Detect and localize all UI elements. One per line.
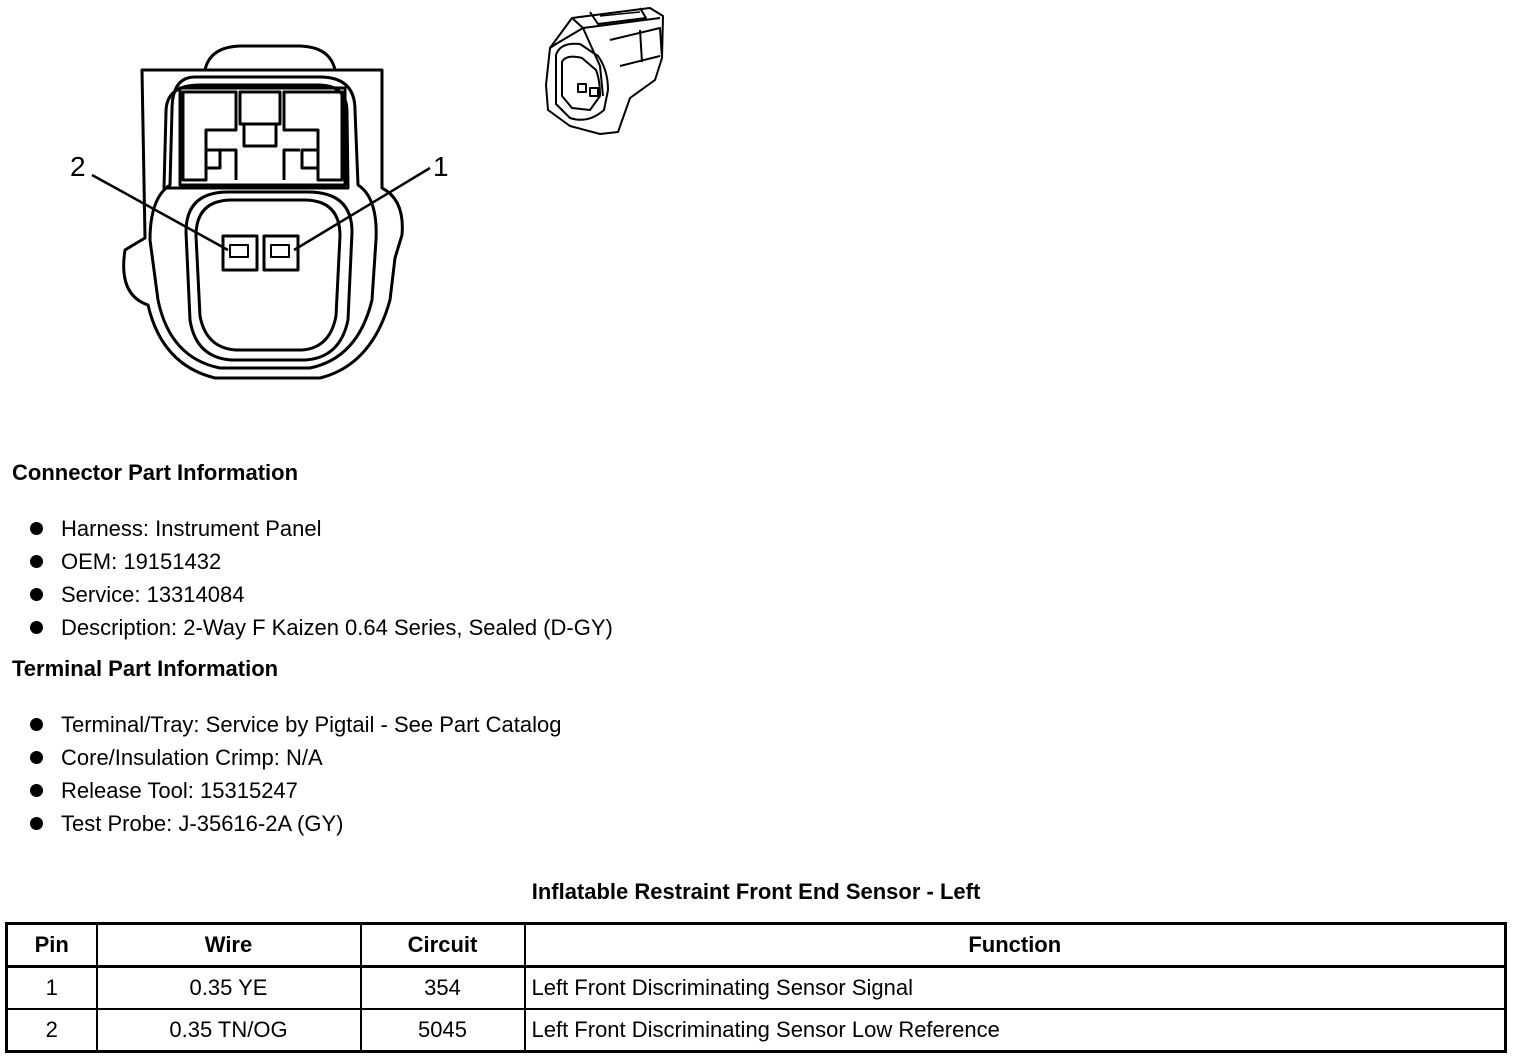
table-title: Inflatable Restraint Front End Sensor - Left	[531, 879, 981, 904]
cell-circuit: 354	[361, 967, 525, 1010]
table-header-row	[7, 924, 1506, 967]
cell-circuit: 5045	[361, 1009, 525, 1052]
bullet-icon	[30, 522, 43, 535]
list-item-text: OEM: 19151432	[61, 549, 222, 574]
list-item-text: Test Probe: J-35616-2A (GY)	[61, 811, 344, 836]
terminal-info-list	[30, 708, 562, 840]
column-header-wire: Wire	[97, 924, 361, 967]
list-item	[30, 545, 613, 578]
column-header-pin: Pin	[7, 924, 97, 967]
terminal-info-title: Terminal Part Information	[12, 656, 279, 681]
connector-info-list	[30, 512, 613, 644]
cell-pin: 2	[7, 1009, 97, 1052]
connector-isometric-image	[540, 0, 670, 135]
list-item	[30, 611, 613, 644]
connector-info-title: Connector Part Information	[12, 460, 299, 485]
column-header-circuit: Circuit	[361, 924, 525, 967]
list-item-text: Harness: Instrument Panel	[61, 516, 322, 541]
list-item	[30, 807, 562, 840]
pin-2-label: 2	[70, 151, 86, 182]
list-item	[30, 741, 562, 774]
list-item-text: Service: 13314084	[61, 582, 245, 607]
list-item	[30, 512, 613, 545]
list-item	[30, 708, 562, 741]
list-item-text: Terminal/Tray: Service by Pigtail - See Part Catalog	[61, 712, 562, 737]
connector-face-diagram	[60, 40, 480, 390]
cell-function: Left Front Discriminating Sensor Signal	[525, 967, 1506, 1010]
list-item-text: Core/Insulation Crimp: N/A	[61, 745, 323, 770]
list-item	[30, 578, 613, 611]
column-header-function: Function	[525, 924, 1506, 967]
bullet-icon	[30, 718, 43, 731]
pin-1-label: 1	[433, 151, 449, 182]
cell-pin: 1	[7, 967, 97, 1010]
cell-function: Left Front Discriminating Sensor Low Reference	[525, 1009, 1506, 1052]
list-item-text: Release Tool: 15315247	[61, 778, 298, 803]
bullet-icon	[30, 621, 43, 634]
list-item-text: Description: 2-Way F Kaizen 0.64 Series, Sealed (D-GY)	[61, 615, 613, 640]
bullet-icon	[30, 555, 43, 568]
bullet-icon	[30, 751, 43, 764]
bullet-icon	[30, 588, 43, 601]
list-item	[30, 774, 562, 807]
cell-wire: 0.35 YE	[97, 967, 361, 1010]
bullet-icon	[30, 784, 43, 797]
table-row	[7, 967, 1506, 1010]
table-row	[7, 1009, 1506, 1052]
pinout-table	[5, 922, 1507, 1053]
cell-wire: 0.35 TN/OG	[97, 1009, 361, 1052]
bullet-icon	[30, 817, 43, 830]
